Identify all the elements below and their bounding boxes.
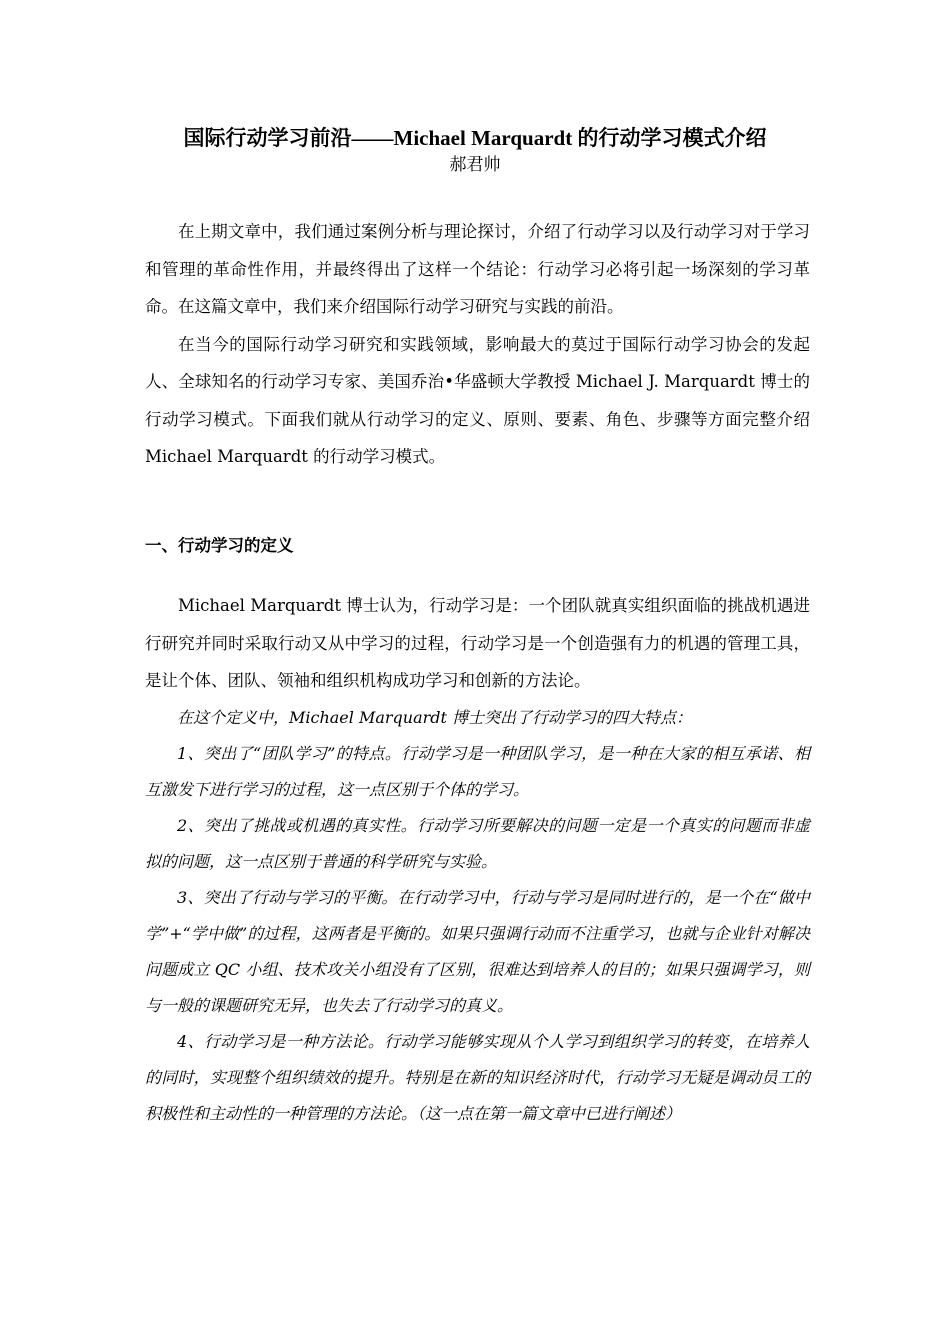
intro-section	[145, 213, 810, 476]
point-item-2: 2、突出了挑战或机遇的真实性。行动学习所要解决的问题一定是一个真实的问题而非虚拟的问题，这一点区别于普通的科学研究与实验。	[145, 815, 810, 871]
document-title: 国际行动学习前沿——Michael Marquardt 的行动学习模式介绍	[183, 126, 767, 150]
intro-paragraph-1: 在上期文章中，我们通过案例分析与理论探讨，介绍了行动学习以及行动学习对于学习和管理的革命性作用，并最终得出了这样一个结论：行动学习必将引起一场深刻的学习革命。在这篇文章中，我们来介绍国际行动学习研究与实践的前沿。	[145, 222, 810, 316]
point-item-1: 1、突出了“团队学习”的特点。行动学习是一种团队学习，是一种在大家的相互承诺、相互激发下进行学习的过程，这一点区别于个体的学习。	[145, 743, 810, 799]
point-item-4: 4、行动学习是一种方法论。行动学习能够实现从个人学习到组织学习的转变，在培养人的同时，实现整个组织绩效的提升。特别是在新的知识经济时代，行动学习无疑是调动员工的积极性和主动性的一种管理的方法论。（这一点在第一篇文章中已进行阐述）	[145, 1031, 810, 1123]
points-intro: 在这个定义中，Michael Marquardt 博士突出了行动学习的四大特点：	[177, 707, 693, 727]
intro-paragraph-2: 在当今的国际行动学习研究和实践领域，影响最大的莫过于国际行动学习协会的发起人、全球知名的行动学习专家、美国乔治•华盛顿大学教授 Michael J. Marquardt 博士的行动学习模式。下面我们就从行动学习的定义、原则、要素、角色、步骤等方面完整介绍 Michael Marquardt 的行动学习模式。	[145, 334, 810, 466]
definition-section	[145, 587, 810, 1132]
point-item-3: 3、突出了行动与学习的平衡。在行动学习中，行动与学习是同时进行的，是一个在“做中学”+“学中做”的过程，这两者是平衡的。如果只强调行动而不注重学习，也就与企业针对解决问题成立 QC 小组、技术攻关小组没有了区别，很难达到培养人的目的；如果只强调学习，则与一般的课题研究无异，也失去了行动学习的真义。	[145, 887, 810, 1015]
document-author: 郝君帅	[449, 155, 501, 175]
section-heading-definition: 一、行动学习的定义	[145, 536, 294, 555]
definition-paragraph: Michael Marquardt 博士认为，行动学习是：一个团队就真实组织面临的挑战机遇进行研究并同时采取行动又从中学习的过程，行动学习是一个创造强有力的机遇的管理工具，是让个体、团队、领袖和组织机构成功学习和创新的方法论。	[145, 596, 810, 690]
